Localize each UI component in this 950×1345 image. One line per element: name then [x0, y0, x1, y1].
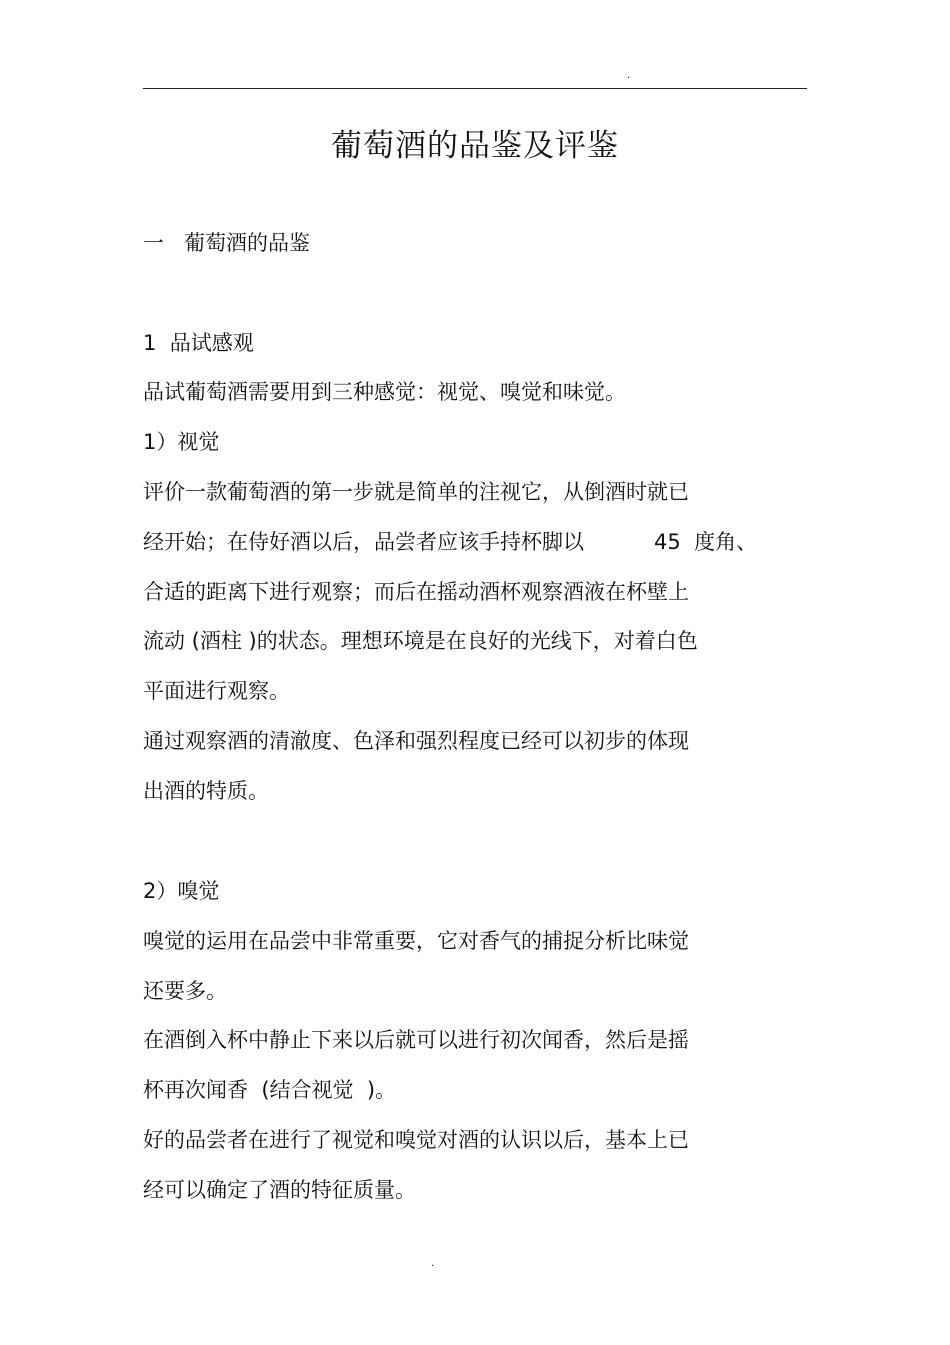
smell-line-1: 嗅觉的运用在品尝中非常重要，它对香气的捕捉分析比味觉: [143, 929, 689, 953]
smell-heading: 2）嗅觉: [143, 879, 220, 903]
vision-line-2-angle: 45 度角、: [654, 530, 758, 554]
vision-line-1: 评价一款葡萄酒的第一步就是简单的注视它，从倒酒时就已: [143, 480, 689, 504]
vision-line-5: 平面进行观察。: [143, 679, 290, 703]
vision-line-6: 通过观察酒的清澈度、色泽和强烈程度已经可以初步的体现: [143, 729, 689, 753]
vision-heading: 1）视觉: [143, 430, 220, 454]
smell-line-3: 在酒倒入杯中静止下来以后就可以进行初次闻香，然后是摇: [143, 1028, 689, 1052]
intro-paragraph: 品试葡萄酒需要用到三种感觉：视觉、嗅觉和味觉。: [143, 380, 626, 404]
smell-line-2: 还要多。: [143, 979, 227, 1003]
vision-line-7: 出酒的特质。: [143, 779, 269, 803]
smell-line-4: 杯再次闻香 (结合视觉 )。: [143, 1078, 397, 1102]
vision-line-2-text: 经开始；在侍好酒以后，品尝者应该手持杯脚以: [143, 530, 584, 554]
vision-line-3: 合适的距离下进行观察；而后在摇动酒杯观察酒液在杯壁上: [143, 580, 689, 604]
footer-dot: .: [431, 1258, 435, 1269]
subsection-heading: 1 品试感观: [143, 331, 254, 355]
header-rule: [143, 88, 807, 89]
vision-line-4: 流动 (酒柱 )的状态。理想环境是在良好的光线下，对着白色: [143, 629, 698, 653]
page-title: 葡萄酒的品鉴及评鉴: [331, 128, 619, 164]
smell-line-5: 好的品尝者在进行了视觉和嗅觉对酒的认识以后，基本上已: [143, 1128, 689, 1152]
vision-line-2: [143, 528, 757, 556]
section-heading: 一 葡萄酒的品鉴: [143, 231, 311, 255]
header-dot: .: [627, 70, 631, 81]
smell-line-6: 经可以确定了酒的特征质量。: [143, 1178, 416, 1202]
